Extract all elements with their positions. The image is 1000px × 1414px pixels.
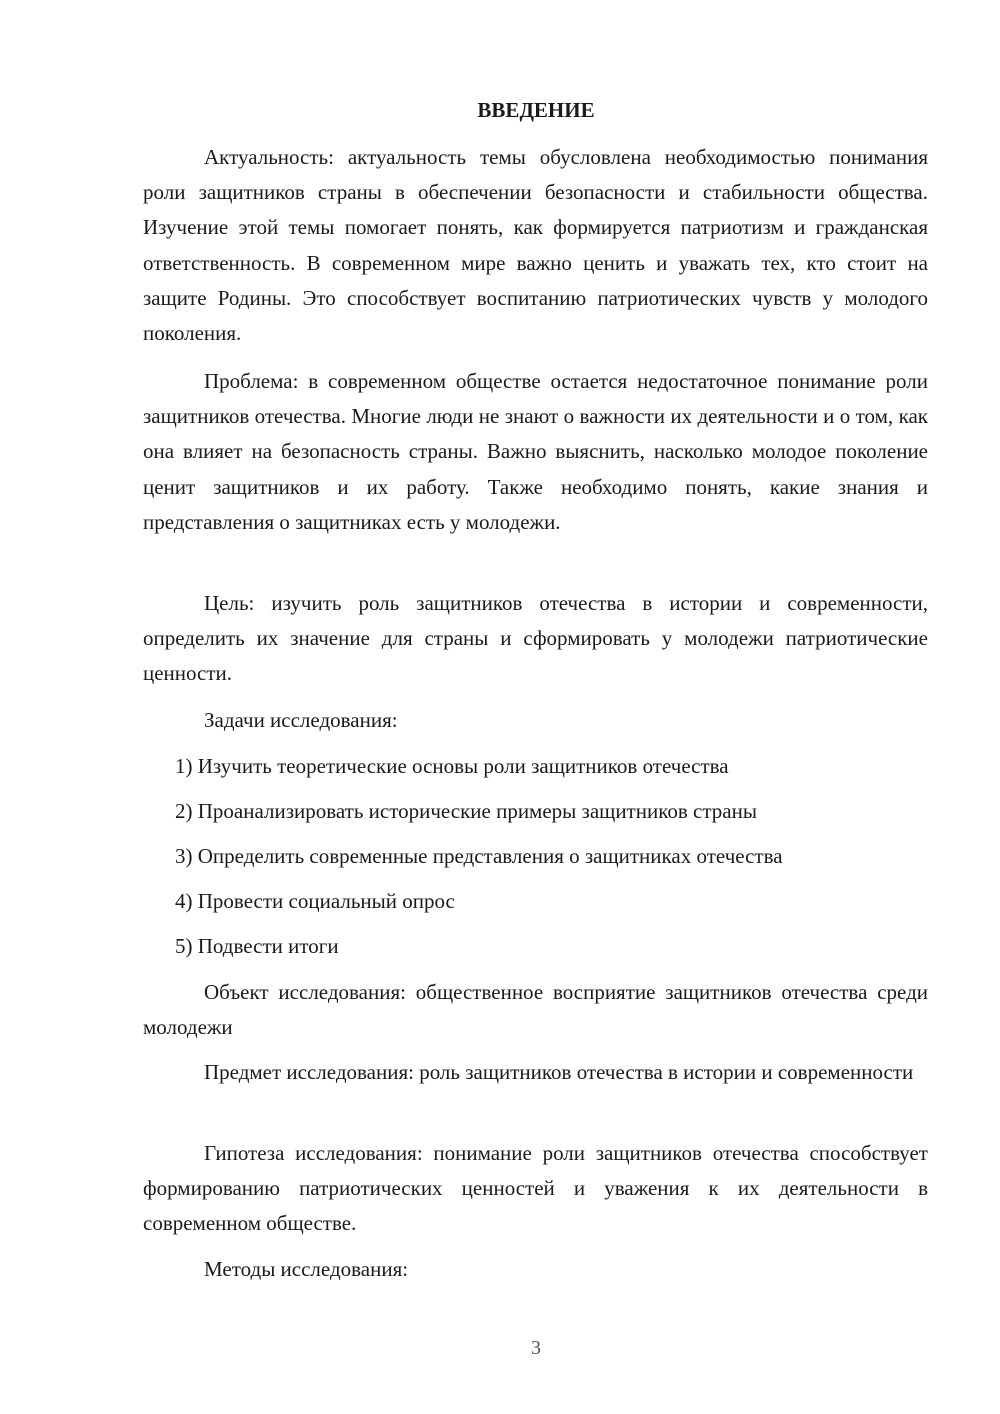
task-item-1: 1) Изучить теоретические основы роли защитников отечества: [175, 754, 729, 778]
task-item-3: 3) Определить современные представления о защитниках отечества: [175, 844, 783, 868]
paragraph-hypothesis: Гипотеза исследования: понимание роли защитников отечества способствует формированию патриотических ценностей и уважения к их деятельности в современном обществе.: [143, 1141, 928, 1236]
paragraph-subject: Предмет исследования: роль защитников отечества в истории и современности: [204, 1060, 914, 1084]
section-title: ВВЕДЕНИЕ: [477, 98, 595, 122]
task-item-5: 5) Подвести итоги: [175, 934, 339, 958]
paragraph-goal: Цель: изучить роль защитников отечества в истории и современности, определить их значение для страны и сформировать у молодежи патриотические ценности.: [143, 591, 928, 686]
page-number: 3: [531, 1337, 541, 1359]
task-item-4: 4) Провести социальный опрос: [175, 889, 455, 913]
methods-heading: Методы исследования:: [204, 1257, 409, 1281]
tasks-heading: Задачи исследования:: [204, 708, 398, 732]
task-item-2: 2) Проанализировать исторические примеры защитников страны: [175, 799, 757, 823]
paragraph-relevance: Актуальность: актуальность темы обусловлена необходимостью понимания роли защитников страны в обеспечении безопасности и стабильности общества. Изучение этой темы помогает понять, как формируется патриотизм и гражданская ответственность. В современном мире важно ценить и уважать тех, кто стоит на защите Родины. Это способствует воспитанию патриотических чувств у молодого поколения.: [143, 145, 928, 346]
paragraph-problem: Проблема: в современном обществе остается недостаточное понимание роли защитников отечества. Многие люди не знают о важности их деятельности и о том, как она влияет на безопасность страны. Важно выяснить, насколько молодое поколение ценит защитников и их работу. Также необходимо понять, какие знания и представления о защитниках есть у молодежи.: [143, 369, 928, 534]
paragraph-object: Объект исследования: общественное восприятие защитников отечества среди молодежи: [143, 980, 928, 1040]
